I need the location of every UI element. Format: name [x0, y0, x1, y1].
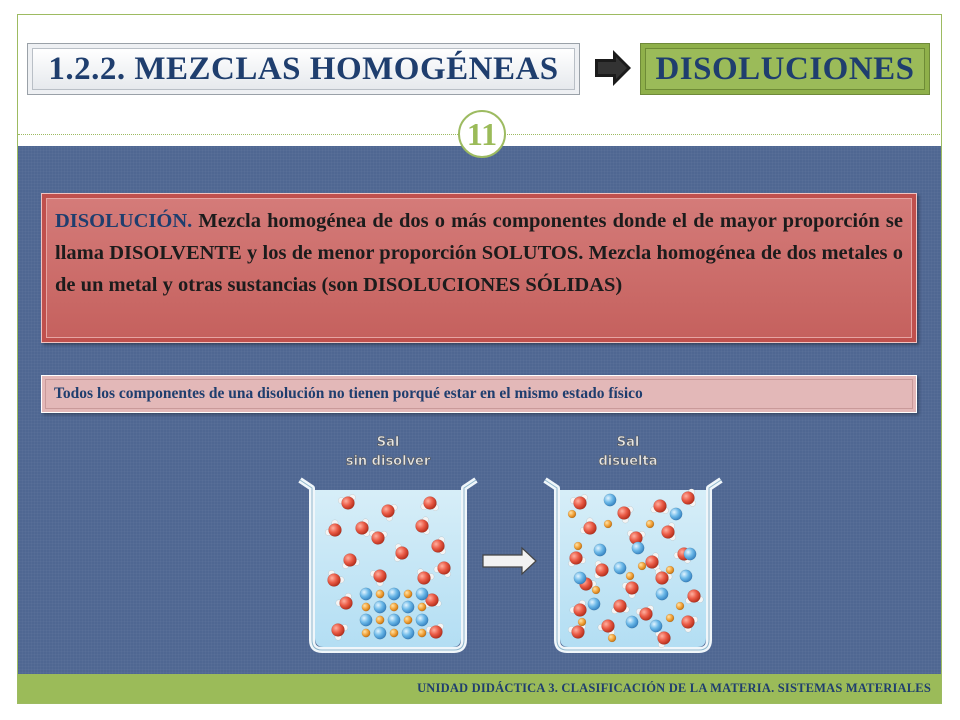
left-label-line1: Sal: [376, 435, 400, 450]
note-text: Todos los componentes de una disolución no tienen porqué estar en el mismo estado físico: [45, 379, 913, 409]
sodium-ion: [638, 562, 646, 570]
slide-number: 11: [458, 110, 506, 158]
water-molecule-oxygen: [382, 505, 395, 518]
water-molecule-oxygen: [602, 620, 615, 633]
sodium-ion: [362, 629, 370, 637]
sodium-ion: [376, 616, 384, 624]
water-molecule-oxygen: [372, 532, 385, 545]
water-molecule-oxygen: [570, 552, 583, 565]
water-molecule-oxygen: [424, 497, 437, 510]
chloride-ion: [388, 614, 400, 626]
water-molecule-oxygen: [654, 500, 667, 513]
sodium-ion: [676, 602, 684, 610]
water-molecule-oxygen: [340, 597, 353, 610]
water-molecule-oxygen: [430, 626, 443, 639]
sodium-ion: [578, 618, 586, 626]
left-label-line2: sin disolver: [345, 454, 431, 469]
water-molecule-oxygen: [656, 572, 669, 585]
note-box: [41, 375, 917, 413]
definition-term: DISOLUCIÓN.: [55, 210, 193, 232]
right-label-line2: disuelta: [598, 454, 658, 469]
sodium-ion: [626, 572, 634, 580]
water-molecule-oxygen: [418, 572, 431, 585]
title-box: [27, 43, 580, 95]
chloride-ion: [684, 548, 696, 560]
page-title: 1.2.2. MEZCLAS HOMOGÉNEAS: [32, 48, 575, 90]
definition-content: [46, 198, 912, 338]
water-molecule-oxygen: [342, 497, 355, 510]
chloride-ion: [402, 627, 414, 639]
chloride-ion: [670, 508, 682, 520]
sodium-ion: [418, 629, 426, 637]
water-molecule-oxygen: [396, 547, 409, 560]
chloride-ion: [416, 588, 428, 600]
water-molecule-oxygen: [329, 524, 342, 537]
chloride-ion: [632, 542, 644, 554]
sodium-ion: [390, 603, 398, 611]
chloride-ion: [374, 601, 386, 613]
target-title: DISOLUCIONES: [645, 48, 925, 90]
chloride-ion: [614, 562, 626, 574]
arrow-right-icon: [593, 48, 633, 88]
water-molecule-oxygen: [618, 507, 631, 520]
water-molecule-oxygen: [614, 600, 627, 613]
chloride-ion: [626, 616, 638, 628]
sodium-ion: [568, 510, 576, 518]
definition-box: [41, 193, 917, 343]
water-molecule-oxygen: [356, 522, 369, 535]
water-molecule-oxygen: [432, 540, 445, 553]
chloride-ion: [680, 570, 692, 582]
water-molecule-oxygen: [328, 574, 341, 587]
chloride-ion: [656, 588, 668, 600]
chloride-ion: [594, 544, 606, 556]
chloride-ion: [574, 572, 586, 584]
chloride-ion: [360, 588, 372, 600]
water-molecule-oxygen: [584, 522, 597, 535]
sodium-ion: [646, 520, 654, 528]
water-molecule-oxygen: [662, 526, 675, 539]
water-molecule-oxygen: [332, 624, 345, 637]
water-molecule-oxygen: [682, 492, 695, 505]
footer-text: UNIDAD DIDÁCTICA 3. CLASIFICACIÓN DE LA MATERIA. SISTEMAS MATERIALES: [417, 681, 931, 695]
water-molecule-oxygen: [658, 632, 671, 645]
water-molecule-oxygen: [688, 590, 701, 603]
right-label-line1: Sal: [616, 435, 640, 450]
water-molecule-oxygen: [374, 570, 387, 583]
water-molecule-oxygen: [438, 562, 451, 575]
sodium-ion: [604, 520, 612, 528]
sodium-ion: [404, 590, 412, 598]
chloride-ion: [388, 588, 400, 600]
sodium-ion: [376, 590, 384, 598]
chloride-ion: [360, 614, 372, 626]
water-molecule-oxygen: [626, 582, 639, 595]
sodium-ion: [592, 586, 600, 594]
target-box: [640, 43, 930, 95]
water-molecule-oxygen: [646, 556, 659, 569]
process-arrow-icon: [483, 548, 536, 574]
sodium-ion: [390, 629, 398, 637]
water-molecule-oxygen: [574, 497, 587, 510]
chloride-ion: [402, 601, 414, 613]
water-molecule-oxygen: [596, 564, 609, 577]
chloride-ion: [604, 494, 616, 506]
sodium-ion: [404, 616, 412, 624]
definition-text: Mezcla homogénea de dos o más componentes donde el de mayor proporción se llama DISOLVENTE y los de menor proporción SOLUTOS. Mezcla homogénea de dos metales o de un metal y otras sustancias (son DISOLUCIONES SÓLIDAS): [55, 210, 903, 296]
water-molecule-oxygen: [640, 608, 653, 621]
water-molecule-oxygen: [344, 554, 357, 567]
sodium-ion: [362, 603, 370, 611]
dissolution-illustration: [290, 428, 730, 660]
water-molecule-oxygen: [682, 616, 695, 629]
chloride-ion: [650, 620, 662, 632]
water-molecule-oxygen: [574, 604, 587, 617]
sodium-ion: [666, 566, 674, 574]
sodium-ion: [418, 603, 426, 611]
chloride-ion: [374, 627, 386, 639]
beaker-dissolved: [545, 480, 721, 650]
sodium-ion: [608, 634, 616, 642]
chloride-ion: [588, 598, 600, 610]
sodium-ion: [574, 542, 582, 550]
footer-bar: [18, 674, 941, 703]
water-molecule-oxygen: [416, 520, 429, 533]
water-molecule-oxygen: [572, 626, 585, 639]
beaker-undissolved: [300, 480, 476, 650]
chloride-ion: [416, 614, 428, 626]
sodium-ion: [666, 614, 674, 622]
